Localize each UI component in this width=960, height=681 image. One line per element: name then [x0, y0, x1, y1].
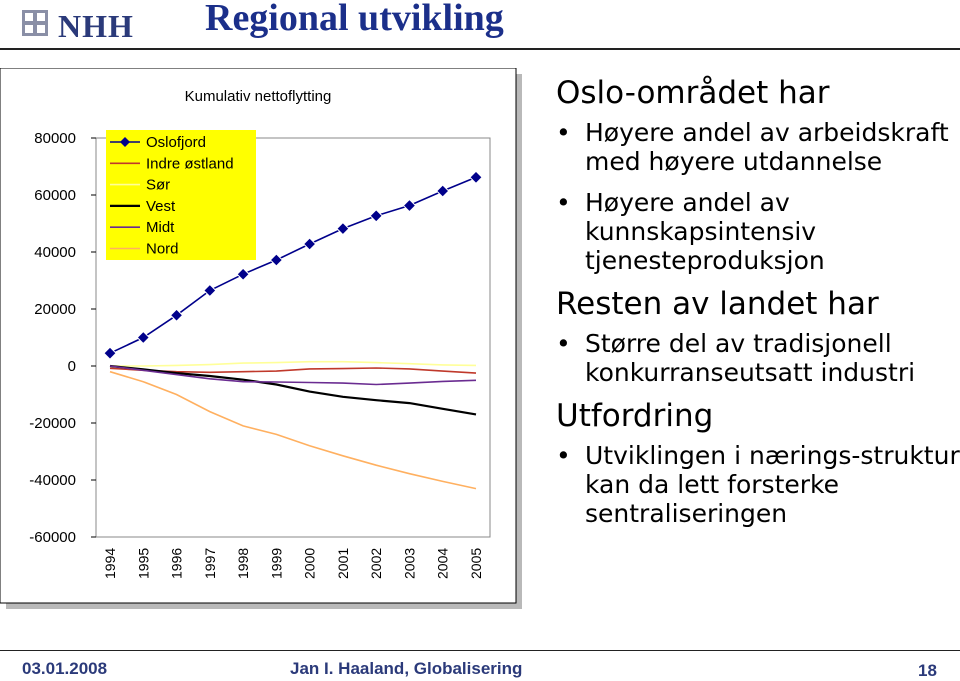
legend-label: Indre østland	[146, 155, 234, 173]
y-tick-label: 0	[67, 358, 76, 375]
net-migration-chart	[0, 68, 530, 613]
bullet-item	[556, 188, 960, 275]
bullet-icon: •	[556, 118, 571, 147]
footer-date: 03.01.2008	[22, 659, 108, 678]
y-tick-label: 80000	[34, 130, 76, 147]
section-header: Oslo-området har	[556, 75, 830, 111]
legend-label: Midt	[146, 219, 175, 237]
bullet-icon: •	[556, 329, 571, 358]
x-tick-label: 2002	[368, 547, 385, 579]
y-tick-label: -20000	[29, 415, 76, 432]
x-tick-label: 1996	[168, 547, 185, 579]
x-tick-label: 1994	[102, 547, 118, 579]
footer-divider	[0, 650, 960, 651]
footer-author: Jan I. Haaland, Globalisering	[290, 659, 523, 678]
x-tick-label: 1998	[235, 547, 252, 579]
y-tick-label: -40000	[29, 472, 76, 489]
legend-label: Vest	[146, 197, 176, 215]
y-tick-label: 20000	[34, 301, 76, 318]
bullet-text: Høyere andel av arbeidskraft med høyere utdannelse	[585, 118, 949, 176]
bullet-item	[556, 329, 960, 387]
legend-label: Sør	[146, 176, 171, 194]
legend-label: Oslofjord	[146, 134, 207, 151]
bullet-icon: •	[556, 441, 571, 470]
bullet-icon: •	[556, 188, 571, 217]
x-tick-label: 1999	[268, 547, 285, 579]
section-header: Utfordring	[556, 398, 714, 434]
logo-text: NHH	[58, 8, 134, 44]
x-tick-label: 2000	[301, 547, 318, 579]
chart-panel	[0, 68, 530, 613]
y-tick-label: 60000	[34, 187, 76, 204]
bullet-item	[556, 441, 960, 528]
x-tick-label: 2005	[468, 547, 484, 579]
bullet-text: Utviklingen i nærings-struktur kan da lett forsterke sentraliseringen	[585, 441, 960, 528]
x-tick-label: 2004	[434, 547, 451, 579]
title-divider	[0, 48, 960, 50]
x-tick-label: 1997	[201, 547, 218, 579]
x-tick-label: 2001	[334, 547, 351, 579]
text-panel	[556, 68, 960, 613]
bullet-item	[556, 118, 960, 176]
chart-title: Kumulativ nettoflytting	[184, 88, 332, 105]
page-number: 18	[918, 661, 937, 680]
y-tick-label: 40000	[34, 244, 76, 261]
bullet-text: Større del av tradisjonell konkurranseutsatt industri	[585, 329, 916, 387]
slide-title: Regional utvikling	[205, 0, 504, 39]
x-tick-label: 1995	[135, 547, 152, 579]
logo-emblem-icon	[22, 10, 48, 36]
section-header: Resten av landet har	[556, 286, 879, 322]
y-tick-label: -60000	[29, 529, 76, 546]
sections	[556, 76, 960, 528]
nhh-logo	[22, 10, 150, 44]
x-tick-label: 2003	[401, 547, 418, 579]
bullet-text: Høyere andel av kunnskapsintensiv tjenesteproduksjon	[585, 188, 825, 275]
legend-label: Nord	[146, 240, 179, 258]
